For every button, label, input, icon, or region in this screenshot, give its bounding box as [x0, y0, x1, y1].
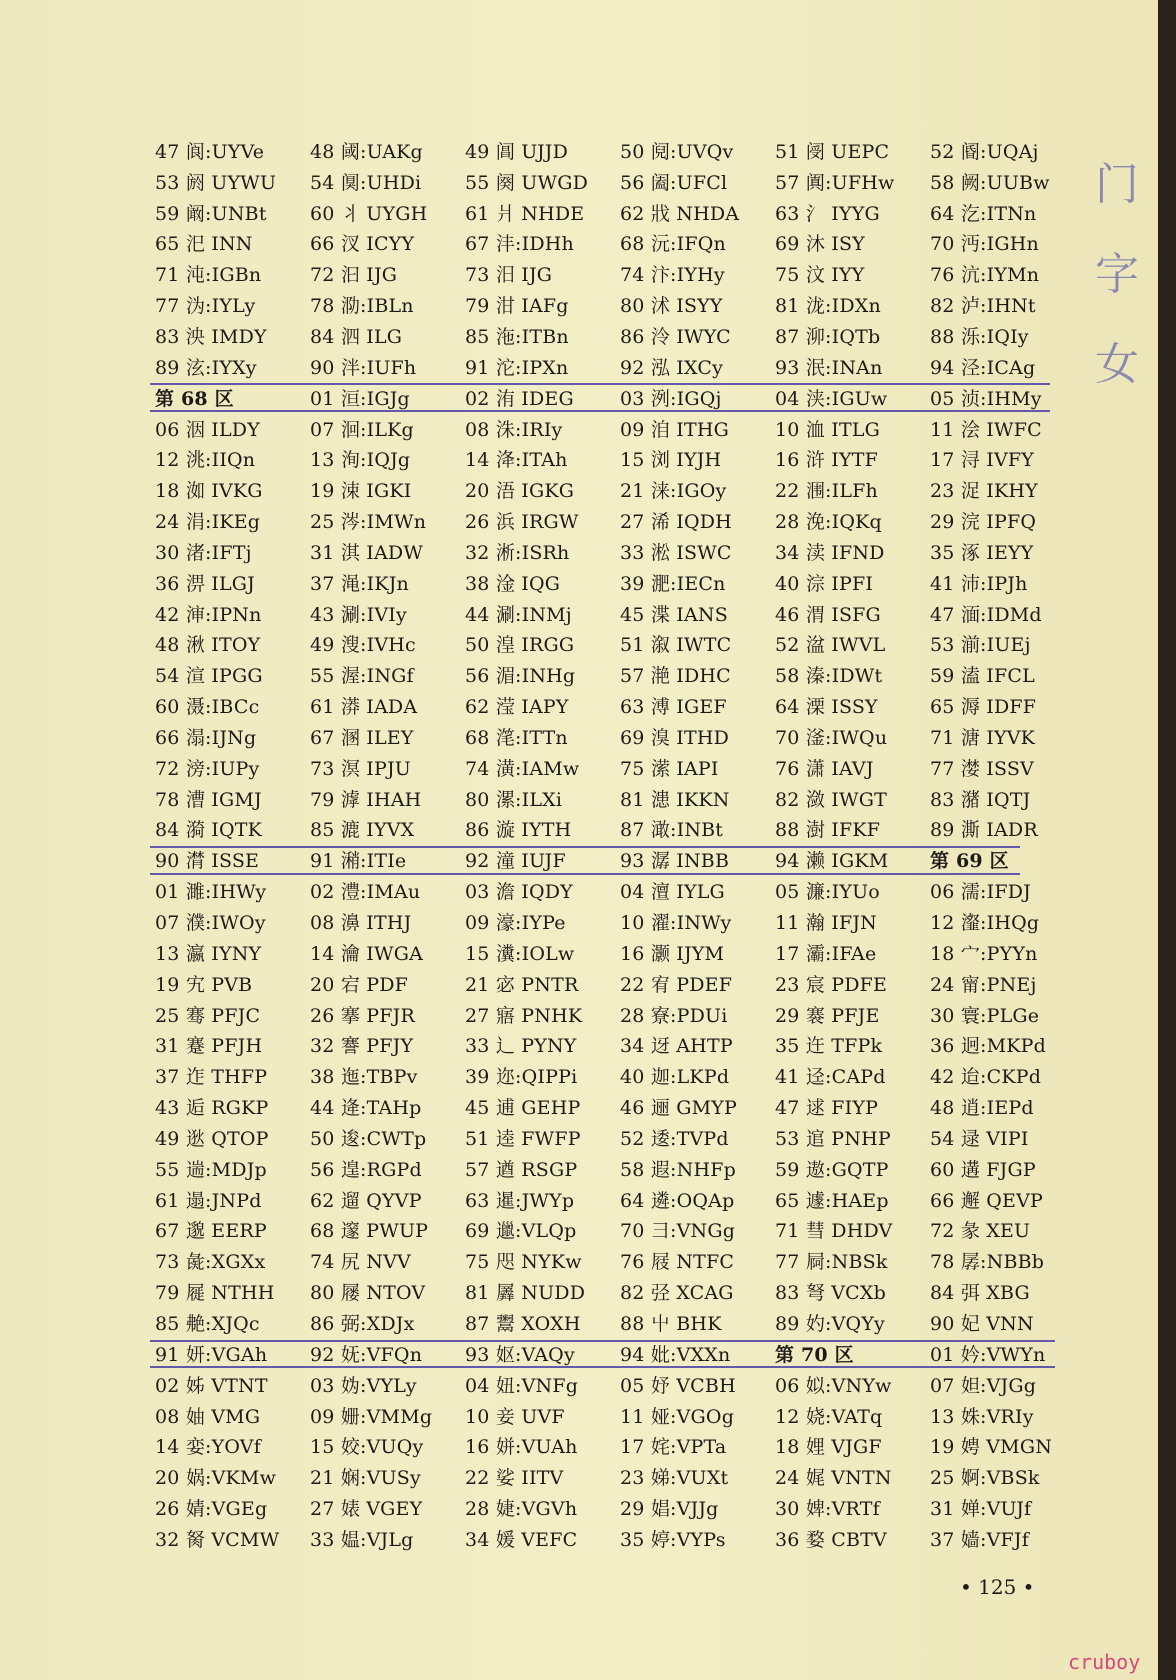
code-entry: 92 潼 IUJF — [465, 850, 566, 873]
code-entry: 85 艴:XJQc — [155, 1312, 260, 1335]
code-entry: 38 淦 IQG — [465, 572, 561, 595]
section-heading: 第 70 区 — [775, 1343, 854, 1366]
code-entry: 63 溥 IGEF — [620, 696, 727, 719]
code-entry: 08 濞 ITHJ — [310, 912, 412, 935]
code-entry: 65 溽 IDFF — [930, 696, 1037, 719]
code-entry: 18 娌 VJGF — [775, 1436, 882, 1459]
code-entry: 92 泓 IXCy — [620, 356, 724, 379]
code-entry: 42 渖:IPNn — [155, 603, 262, 626]
code-entry: 83 泱 IMDY — [155, 325, 267, 348]
code-entry: 64 溧 ISSY — [775, 696, 878, 719]
code-entry: 58 阙:UUBw — [930, 171, 1050, 194]
code-entry: 20 浯 IGKG — [465, 480, 575, 503]
code-entry: 08 洙:IRIy — [465, 418, 563, 441]
code-entry: 03 妫:VYLy — [310, 1374, 417, 1397]
code-entry: 29 浣 IPFQ — [930, 511, 1037, 534]
page-number: • 125 • — [960, 1575, 1035, 1599]
section-divider-69-bottom — [150, 873, 1020, 875]
code-entry: 29 褰 PFJE — [775, 1004, 880, 1027]
code-entry: 87 澉:INBt — [620, 819, 724, 842]
code-entry: 29 娼:VJJg — [620, 1498, 719, 1521]
code-entry: 90 泮:IUFh — [310, 356, 417, 379]
code-entry: 50 湟 IRGG — [465, 634, 575, 657]
code-entry: 47 湎:IDMd — [930, 603, 1042, 626]
code-entry: 89 妁:VQYy — [775, 1312, 885, 1335]
code-entry: 33 淞 ISWC — [620, 541, 732, 564]
code-entry: 24 甯:PNEj — [930, 973, 1037, 996]
code-entry: 28 寮:PDUi — [620, 1004, 728, 1027]
code-entry: 16 浒 IYTF — [775, 449, 878, 472]
code-entry: 17 姹:VPTa — [620, 1436, 727, 1459]
code-entry: 51 逵 FWFP — [465, 1127, 581, 1150]
code-entry: 91 潲:ITIe — [310, 850, 407, 873]
code-entry: 43 涮:IVIy — [310, 603, 407, 626]
code-entry: 72 汩 IJG — [310, 264, 398, 287]
code-entry: 45 渫 IANS — [620, 603, 728, 626]
code-entry: 34 渎 IFND — [775, 541, 885, 564]
code-entry: 59 阚:UNBt — [155, 202, 267, 225]
code-entry: 02 姊 VTNT — [155, 1374, 268, 1397]
code-entry: 66 溻:IJNg — [155, 726, 257, 749]
code-entry: 25 骞 PFJC — [155, 1004, 261, 1027]
code-entry: 81 泷:IDXn — [775, 295, 881, 318]
code-entry: 10 洫 ITLG — [775, 418, 881, 441]
code-entry: 46 逦 GMYP — [620, 1097, 738, 1120]
code-entry: 79 滹 IHAH — [310, 788, 422, 811]
code-entry: 55 阕 UWGD — [465, 171, 589, 194]
code-entry: 78 漕 IGMJ — [155, 788, 262, 811]
code-entry: 56 遑:RGPd — [310, 1158, 422, 1181]
code-entry: 78 泐:IBLn — [310, 295, 414, 318]
code-entry: 42 迨:CKPd — [930, 1066, 1042, 1089]
code-entry: 61 遢:JNPd — [155, 1189, 262, 1212]
code-entry: 77 漤 ISSV — [930, 757, 1034, 780]
code-entry: 25 涔:IMWn — [310, 511, 427, 534]
code-entry: 93 妪:VAQy — [465, 1343, 575, 1366]
code-entry: 17 浔 IVFY — [930, 449, 1035, 472]
code-entry: 90 潸 ISSE — [155, 850, 260, 873]
code-entry: 33 媪:VJLg — [310, 1528, 414, 1551]
code-entry: 15 浏 IYJH — [620, 449, 722, 472]
code-entry: 51 阌 UEPC — [775, 140, 890, 163]
code-entry: 84 漪 IQTK — [155, 819, 263, 842]
code-entry: 61 爿 NHDE — [465, 202, 585, 225]
code-entry: 11 浍 IWFC — [930, 418, 1042, 441]
code-entry: 86 弼:XDJx — [310, 1312, 415, 1335]
code-entry: 45 逋 GEHP — [465, 1097, 581, 1120]
code-entry: 84 弭 XBG — [930, 1282, 1030, 1305]
section-divider-70-bottom — [150, 1366, 1055, 1368]
code-entry: 69 邋:VLQp — [465, 1220, 577, 1243]
code-entry: 65 遽:HAEp — [775, 1189, 889, 1212]
page-edge-shadow — [1158, 0, 1176, 1680]
code-entry: 60 丬 UYGH — [310, 202, 428, 225]
code-entry: 54 逯 VIPI — [930, 1127, 1029, 1150]
code-entry: 12 瀣:IHQg — [930, 912, 1040, 935]
code-entry: 23 娣:VUXt — [620, 1467, 729, 1490]
code-entry: 72 滂:IUPy — [155, 757, 260, 780]
code-entry: 70 彐:VNGg — [620, 1220, 736, 1243]
code-entry: 60 滠:IBCc — [155, 696, 260, 719]
section-divider-70-top — [150, 1340, 1055, 1342]
code-entry: 31 婵:VUJf — [930, 1498, 1032, 1521]
code-entry: 57 遒 RSGP — [465, 1158, 578, 1181]
code-entry: 38 迤:TBPv — [310, 1066, 418, 1089]
code-entry: 58 溱:IDWt — [775, 665, 883, 688]
code-entry: 71 溏 IYVK — [930, 726, 1036, 749]
code-entry: 62 遛 QYVP — [310, 1189, 422, 1212]
code-entry: 40 淙 IPFI — [775, 572, 874, 595]
code-entry: 55 渥:INGf — [310, 665, 414, 688]
code-entry: 21 宓 PNTR — [465, 973, 579, 996]
code-entry: 43 逅 RGKP — [155, 1097, 269, 1120]
code-entry: 14 洚:ITAh — [465, 449, 568, 472]
code-entry: 48 阈:UAKg — [310, 140, 423, 163]
code-entry: 63 氵 IYYG — [775, 202, 880, 225]
code-entry: 36 婺 CBTV — [775, 1528, 887, 1551]
code-entry: 17 灞:IFAe — [775, 942, 877, 965]
code-entry: 51 溆 IWTC — [620, 634, 732, 657]
code-entry: 28 浼:IQKq — [775, 511, 882, 534]
code-entry: 70 沔:IGHn — [930, 233, 1039, 256]
code-entry: 87 鬻 XOXH — [465, 1312, 581, 1335]
code-entry: 41 迳:CAPd — [775, 1066, 886, 1089]
code-entry: 94 妣:VXXn — [620, 1343, 731, 1366]
code-entry: 20 娲:VKMw — [155, 1467, 277, 1490]
code-entry: 10 濯:INWy — [620, 912, 732, 935]
code-entry: 18 宀:PYYn — [930, 942, 1038, 965]
code-entry: 11 娅:VGOg — [620, 1405, 735, 1428]
code-entry: 88 屮 BHK — [620, 1312, 722, 1335]
code-entry: 56 湄:INHg — [465, 665, 576, 688]
code-entry: 74 尻 NVV — [310, 1251, 411, 1274]
code-entry: 53 阏 UYWU — [155, 171, 277, 194]
code-entry: 23 宸 PDFE — [775, 973, 888, 996]
code-entry: 37 迮 THFP — [155, 1066, 268, 1089]
code-entry: 09 濠:IYPe — [465, 912, 566, 935]
code-entry: 04 浃:IGUw — [775, 387, 888, 410]
code-entry: 48 逍:IEPd — [930, 1097, 1034, 1120]
code-entry: 91 妍:VGAh — [155, 1343, 268, 1366]
code-entry: 07 妲:VJGg — [930, 1374, 1037, 1397]
code-entry: 32 謇 PFJY — [310, 1035, 414, 1058]
code-entry: 12 娆:VATq — [775, 1405, 883, 1428]
code-entry: 15 瀵:IOLw — [465, 942, 575, 965]
code-entry: 59 溘 IFCL — [930, 665, 1035, 688]
code-entry: 47 阆:UYVe — [155, 140, 265, 163]
code-entry: 71 沌:IGBn — [155, 264, 262, 287]
code-entry: 31 蹇 PFJH — [155, 1035, 263, 1058]
code-entry: 64 遴:OQAp — [620, 1189, 735, 1212]
code-entry: 81 漶 IKKN — [620, 788, 730, 811]
code-entry: 75 潆 IAPI — [620, 757, 719, 780]
code-entry: 44 涮:INMj — [465, 603, 572, 626]
code-entry: 47 逑 FIYP — [775, 1097, 879, 1120]
code-entry: 30 婢:VRTf — [775, 1498, 880, 1521]
code-entry: 19 娉 VMGN — [930, 1436, 1053, 1459]
code-entry: 62 滢 IAPY — [465, 696, 569, 719]
code-entry: 83 弩 VCXb — [775, 1282, 887, 1305]
code-entry: 39 淝:IECn — [620, 572, 726, 595]
code-entry: 94 泾:ICAg — [930, 356, 1036, 379]
code-entry: 24 涓:IKEg — [155, 511, 261, 534]
handwritten-margin-note: 门 字 女 — [1095, 159, 1139, 390]
code-entry: 61 漭 IADA — [310, 696, 418, 719]
code-entry: 18 洳 IVKG — [155, 480, 263, 503]
code-entry: 81 羼 NUDD — [465, 1282, 586, 1305]
code-entry: 82 弪 XCAG — [620, 1282, 734, 1305]
code-entry: 80 漯:ILXi — [465, 788, 563, 811]
code-entry: 68 沅:IFQn — [620, 233, 726, 256]
code-entry: 87 泖:IQTb — [775, 325, 881, 348]
code-entry: 09 洎 ITHG — [620, 418, 729, 441]
code-entry: 08 妯 VMG — [155, 1405, 261, 1428]
code-entry: 11 瀚 IFJN — [775, 912, 877, 935]
code-entry: 06 洇 ILDY — [155, 418, 260, 441]
code-entry: 26 浜 IRGW — [465, 511, 579, 534]
code-entry: 68 滗:ITTn — [465, 726, 568, 749]
code-entry: 68 邃 PWUP — [310, 1220, 429, 1243]
code-entry: 63 暹:JWYp — [465, 1189, 575, 1212]
code-entry: 91 沱:IPXn — [465, 356, 569, 379]
code-entry: 86 泠 IWYC — [620, 325, 731, 348]
code-entry: 53 湔:IUEj — [930, 634, 1031, 657]
code-entry: 30 寰:PLGe — [930, 1004, 1040, 1027]
code-entry: 02 澧:IMAu — [310, 881, 421, 904]
code-entry: 31 淇 IADW — [310, 541, 424, 564]
code-entry: 66 邂 QEVP — [930, 1189, 1044, 1212]
code-entry: 01 洹:IGJg — [310, 387, 410, 410]
code-entry: 59 遨:GQTP — [775, 1158, 889, 1181]
code-entry: 76 潇 IAVJ — [775, 757, 874, 780]
code-entry: 82 潋 IWGT — [775, 788, 887, 811]
code-entry: 10 妾 UVF — [465, 1405, 565, 1428]
code-entry: 04 妞:VNFg — [465, 1374, 579, 1397]
code-entry: 52 湓 IWVL — [775, 634, 886, 657]
code-entry: 79 泔 IAFg — [465, 295, 569, 318]
code-entry: 46 渭 ISFG — [775, 603, 881, 626]
code-entry: 73 汨 IJG — [465, 264, 553, 287]
code-entry: 90 妃 VNN — [930, 1312, 1034, 1335]
code-entry: 27 浠 IQDH — [620, 511, 732, 534]
code-entry: 62 戕 NHDA — [620, 202, 740, 225]
code-entry: 60 遘 FJGP — [930, 1158, 1036, 1181]
code-entry: 36 淠 ILGJ — [155, 572, 255, 595]
code-entry: 05 濂:IYUo — [775, 881, 880, 904]
code-entry: 07 濮:IWOy — [155, 912, 266, 935]
code-entry: 32 胬 VCMW — [155, 1528, 280, 1551]
code-entry: 57 滟 IDHC — [620, 665, 731, 688]
code-entry: 89 泫:IYXy — [155, 356, 257, 379]
code-entry: 27 寤 PNHK — [465, 1004, 583, 1027]
code-entry: 93 泯:INAn — [775, 356, 883, 379]
code-entry: 57 阗:UFHw — [775, 171, 895, 194]
code-entry: 39 迩:QIPPi — [465, 1066, 578, 1089]
code-entry: 03 澹 IQDY — [465, 881, 573, 904]
code-entry: 13 姝:VRIy — [930, 1405, 1034, 1428]
code-entry: 67 溷 ILEY — [310, 726, 414, 749]
code-entry: 40 迦:LKPd — [620, 1066, 730, 1089]
code-entry: 03 洌:IGQj — [620, 387, 722, 410]
code-entry: 01 妗:VWYn — [930, 1343, 1046, 1366]
code-entry: 44 逄:TAHp — [310, 1097, 422, 1120]
code-entry: 06 濡:IFDJ — [930, 881, 1031, 904]
code-entry: 28 婕:VGVh — [465, 1498, 578, 1521]
code-entry: 74 汴:IYHy — [620, 264, 725, 287]
code-entry: 25 婀:VBSk — [930, 1467, 1040, 1490]
code-entry: 14 娈:YOVf — [155, 1436, 261, 1459]
code-entry: 37 渑:IKJn — [310, 572, 409, 595]
code-entry: 73 溟 IPJU — [310, 757, 411, 780]
code-entry: 16 灏 IJYM — [620, 942, 725, 965]
code-entry: 26 搴 PFJR — [310, 1004, 415, 1027]
code-entry: 72 彖 XEU — [930, 1220, 1031, 1243]
code-entry: 88 澍 IFKF — [775, 819, 881, 842]
code-entry: 80 屦 NTOV — [310, 1282, 426, 1305]
code-entry: 73 彘:XGXx — [155, 1251, 266, 1274]
code-entry: 12 洮:IIQn — [155, 449, 256, 472]
code-entry: 84 泗 ILG — [310, 325, 403, 348]
code-entry: 49 逖 QTOP — [155, 1127, 269, 1150]
code-entry: 01 濉:IHWy — [155, 881, 267, 904]
code-entry: 85 漉 IYVX — [310, 819, 415, 842]
code-entry: 20 宕 PDF — [310, 973, 409, 996]
code-entry: 24 娓 VNTN — [775, 1467, 892, 1490]
code-entry: 50 阋:UVQv — [620, 140, 734, 163]
section-divider-68-top — [150, 383, 1050, 385]
code-entry: 19 涑 IGKI — [310, 480, 412, 503]
code-entry: 05 浈:IHMy — [930, 387, 1042, 410]
code-entry: 52 逶:TVPd — [620, 1127, 729, 1150]
code-entry: 53 逭 PNHP — [775, 1127, 891, 1150]
code-entry: 09 姗:VMMg — [310, 1405, 433, 1428]
code-entry: 78 孱:NBBb — [930, 1251, 1045, 1274]
code-entry: 49 溲:IVHc — [310, 634, 416, 657]
code-entry: 26 婧:VGEg — [155, 1498, 268, 1521]
code-entry: 34 媛 VEFC — [465, 1528, 578, 1551]
code-entry: 04 澶 IYLG — [620, 881, 725, 904]
code-entry: 06 姒:VNYw — [775, 1374, 892, 1397]
code-entry: 66 汊 ICYY — [310, 233, 415, 256]
code-entry: 54 渲 IPGG — [155, 665, 263, 688]
code-entry: 50 逡:CWTp — [310, 1127, 427, 1150]
code-entry: 55 遄:MDJp — [155, 1158, 267, 1181]
code-entry: 49 阊 UJJD — [465, 140, 569, 163]
section-heading: 第 69 区 — [930, 850, 1009, 873]
code-entry: 69 沐 ISY — [775, 233, 865, 256]
code-entry: 21 涞:IGOy — [620, 480, 727, 503]
section-divider-69-top — [150, 846, 1020, 848]
code-entry: 77 屙:NBSk — [775, 1251, 888, 1274]
code-entry: 52 阍:UQAj — [930, 140, 1039, 163]
code-entry: 76 沆:IYMn — [930, 264, 1040, 287]
code-entry: 32 淅:ISRh — [465, 541, 570, 564]
code-entry: 07 洄:ILKg — [310, 418, 414, 441]
code-entry: 64 汔:ITNn — [930, 202, 1037, 225]
code-entry: 65 汜 INN — [155, 233, 253, 256]
code-entry: 70 滏:IWQu — [775, 726, 888, 749]
code-entry: 35 涿 IEYY — [930, 541, 1034, 564]
code-entry: 30 渚:IFTj — [155, 541, 252, 564]
code-entry: 23 浞 IKHY — [930, 480, 1038, 503]
code-entry: 74 潢:IAMw — [465, 757, 580, 780]
code-entry: 77 沩:IYLy — [155, 295, 256, 318]
code-entry: 58 遐:NHFp — [620, 1158, 736, 1181]
code-entry: 94 濑 IGKM — [775, 850, 889, 873]
code-entry: 16 姘:VUAh — [465, 1436, 578, 1459]
code-entry: 33 辶 PYNY — [465, 1035, 577, 1058]
code-entry: 75 咫 NYKw — [465, 1251, 582, 1274]
watermark: cruboy — [1068, 1650, 1141, 1674]
code-entry: 71 彗 DHDV — [775, 1220, 893, 1243]
code-entry: 13 洵:IQJg — [310, 449, 411, 472]
code-entry: 56 阖:UFCl — [620, 171, 728, 194]
code-entry: 92 妩:VFQn — [310, 1343, 423, 1366]
code-entry: 21 娴:VUSy — [310, 1467, 421, 1490]
code-entry: 19 宄 PVB — [155, 973, 253, 996]
code-entry: 22 娑 IITV — [465, 1467, 564, 1490]
code-entry: 83 潴 IQTJ — [930, 788, 1031, 811]
code-entry: 75 汶 IYY — [775, 264, 865, 287]
code-entry: 80 沭 ISYY — [620, 295, 723, 318]
code-entry: 34 迓 AHTP — [620, 1035, 733, 1058]
code-entry: 79 屣 NTHH — [155, 1282, 275, 1305]
code-entry: 76 屐 NTFC — [620, 1251, 735, 1274]
code-entry: 37 嫱:VFJf — [930, 1528, 1029, 1551]
code-entry: 82 泸:IHNt — [930, 295, 1036, 318]
code-entry: 85 沲:ITBn — [465, 325, 569, 348]
code-entry: 13 瀛 IYNY — [155, 942, 262, 965]
code-entry: 67 沣:IDHh — [465, 233, 574, 256]
section-divider-68-bottom — [150, 410, 1050, 412]
code-entry: 86 漩 IYTH — [465, 819, 572, 842]
code-entry: 27 婊 VGEY — [310, 1498, 423, 1521]
code-entry: 54 阒:UHDi — [310, 171, 422, 194]
code-entry: 36 迥:MKPd — [930, 1035, 1047, 1058]
code-entry: 89 澌 IADR — [930, 819, 1038, 842]
code-entry: 05 妤 VCBH — [620, 1374, 736, 1397]
code-entry: 15 姣:VUQy — [310, 1436, 424, 1459]
code-entry: 14 瀹 IWGA — [310, 942, 423, 965]
code-entry: 93 潺 INBB — [620, 850, 730, 873]
code-entry: 35 迕 TFPk — [775, 1035, 883, 1058]
code-entry: 41 沛:IPJh — [930, 572, 1028, 595]
code-entry: 48 湫 ITOY — [155, 634, 261, 657]
code-entry: 88 泺:IQIy — [930, 325, 1029, 348]
code-entry: 22 涠:ILFh — [775, 480, 878, 503]
section-heading: 第 68 区 — [155, 387, 234, 410]
code-entry: 22 宥 PDEF — [620, 973, 733, 996]
code-entry: 02 洧 IDEG — [465, 387, 574, 410]
code-entry: 67 邈 EERP — [155, 1220, 267, 1243]
code-entry: 35 婷:VYPs — [620, 1528, 726, 1551]
code-entry: 69 溴 ITHD — [620, 726, 730, 749]
